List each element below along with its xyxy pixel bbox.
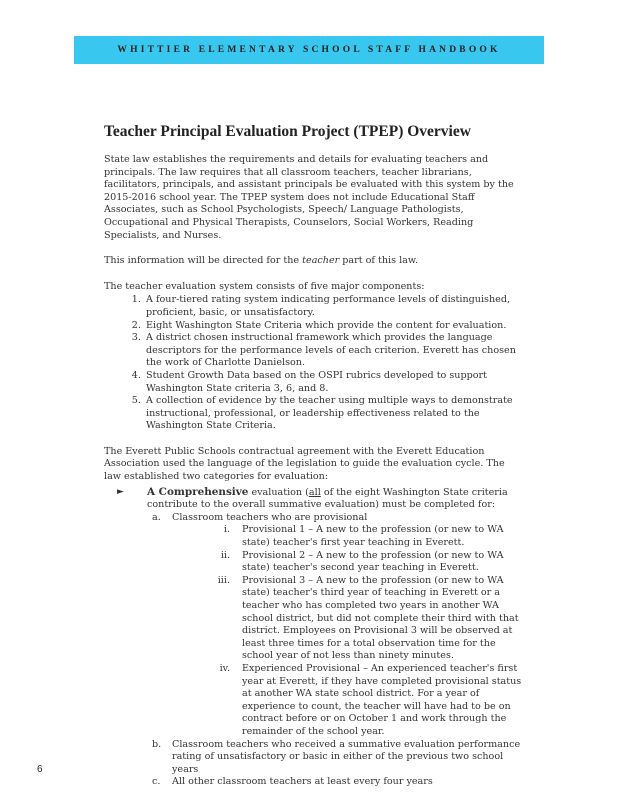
- components-list: [104, 294, 524, 433]
- comprehensive-evaluation-item: [117, 486, 524, 512]
- category-item: [152, 512, 524, 525]
- component-item: 1. A four-tiered rating system indicating performance levels of distinguished, proficient, basic, or unsatisfactory.: [144, 294, 524, 319]
- component-item: 5. A collection of evidence by the teacher using multiple ways to demonstrate instructional, professional, or leadership effectiveness related to the Washington State Criteria.: [144, 395, 524, 433]
- category-letter: b.: [152, 738, 162, 750]
- provisional-item: [192, 663, 524, 739]
- agreement-paragraph: The Everett Public Schools contractual agreement with the Everett Education Association used the language of the legislation to guide the evaluation cycle. The law established two categories for evaluation:: [104, 445, 505, 483]
- provisional-item: [192, 550, 524, 575]
- roman-numeral: iii.: [217, 574, 230, 586]
- category-text: Classroom teachers who are provisional: [172, 511, 368, 523]
- roman-numeral: ii.: [220, 549, 230, 561]
- document-body: [104, 154, 524, 789]
- provisional-item: [192, 524, 524, 549]
- category-text: Classroom teachers who received a summative evaluation performance rating of unsatisfactory or basic in either of the previous two school years: [172, 738, 521, 775]
- provisional-text: Provisional 1 – A new to the profession (or new to WA state) teacher's first year teaching in Everett.: [242, 524, 504, 549]
- comprehensive-text-b: of the eight Washington State criteria contribute to the overall summative evaluation) must be completed for:: [147, 486, 508, 511]
- category-item: [152, 776, 524, 789]
- category-text: All other classroom teachers at least every four years: [172, 776, 433, 788]
- provisional-text: Provisional 3 – A new to the profession (or new to WA state) teacher's third year of teaching in Everett or a teacher who has completed two years in another WA school district, but did not complete their third with that district. Employees on Provisional 3 will be observed at least three times for a total observation time for the school year of not less than ninety minutes.: [242, 574, 519, 662]
- all-emphasis: all: [308, 486, 321, 498]
- comprehensive-label: A Comprehensive: [147, 485, 249, 498]
- handbook-header-text: WHITTIER ELEMENTARY SCHOOL STAFF HANDBOOK: [117, 45, 501, 55]
- roman-numeral: i.: [223, 524, 230, 536]
- provisional-item: [192, 575, 524, 663]
- intro-paragraph: State law establishes the requirements and details for evaluating teachers and principals. The law requires that all classroom teachers, teacher librarians, facilitators, principals, and assistant principals be evaluated with this system by the 2015-2016 school year. The TPEP system does not include Educational Staff Associates, such as School Psychologists, Speech/ Language Pathologists, Occupational and Physical Therapists, Counselors, Social Workers, Reading Specialists, and Nurses.: [104, 154, 514, 241]
- category-item: [152, 739, 524, 777]
- provisional-text: Provisional 2 – A new to the profession (or new to WA state) teacher's second year teaching in Everett.: [242, 549, 504, 574]
- scope-note-before: This information will be directed for the: [104, 255, 303, 267]
- page-title: Teacher Principal Evaluation Project (TPEP) Overview: [104, 123, 471, 140]
- comprehensive-evaluation-text: [147, 486, 524, 512]
- scope-note-after: part of this law.: [339, 255, 418, 267]
- page-number: 6: [37, 764, 43, 775]
- arrow-bullet-icon: ►: [117, 486, 124, 497]
- scope-note: [104, 255, 524, 268]
- component-item: 4. Student Growth Data based on the OSPI rubrics developed to support Washington State criteria 3, 6, and 8.: [144, 370, 524, 395]
- comprehensive-text-a: evaluation (: [248, 486, 309, 498]
- category-list: [152, 512, 524, 789]
- category-letter: c.: [152, 776, 161, 788]
- components-intro: The teacher evaluation system consists of five major components:: [104, 280, 425, 292]
- component-item: 2. Eight Washington State Criteria which provide the content for evaluation.: [144, 320, 524, 333]
- component-item: 3. A district chosen instructional framework which provides the language descriptors for the performance levels of each criterion. Everett has chosen the work of Charlotte Danielson.: [144, 332, 524, 370]
- category-letter: a.: [152, 511, 161, 523]
- provisional-text: Experienced Provisional – An experienced teacher's first year at Everett, if they have completed provisional status at another WA state school district. For a year of experience to count, the teacher will have had to be on contract before or on October 1 and work through the remainder of the school year.: [242, 662, 522, 737]
- scope-note-emphasis: teacher: [302, 255, 340, 267]
- handbook-header-banner: [74, 36, 544, 64]
- provisional-list: [192, 524, 524, 738]
- roman-numeral: iv.: [219, 662, 230, 674]
